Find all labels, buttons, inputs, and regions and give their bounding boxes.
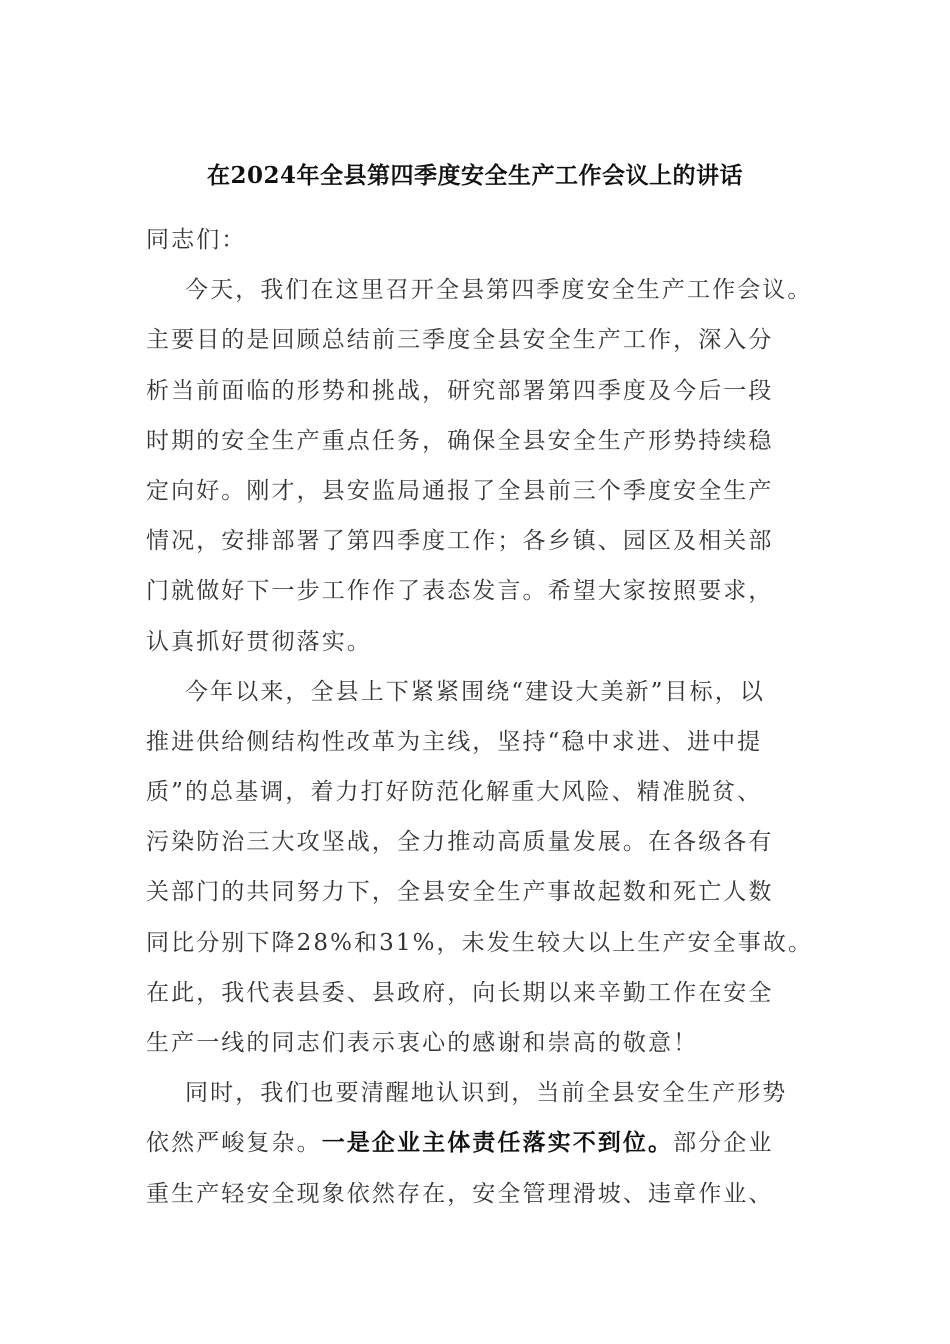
- paragraph-line: 今天，我们在这里召开全县第四季度安全生产工作会议。: [185, 277, 813, 304]
- paragraph-line: 析当前面临的形势和挑战，研究部署第四季度及今后一段: [146, 377, 774, 404]
- paragraph-line: 情况，安排部署了第四季度工作；各乡镇、园区及相关部: [146, 528, 774, 555]
- paragraph-line: 门就做好下一步工作作了表态发言。希望大家按照要求，: [146, 578, 774, 605]
- paragraph-2: [146, 667, 816, 1069]
- paragraph-line: 时期的安全生产重点任务，确保全县安全生产形势持续稳: [146, 427, 774, 454]
- bold-heading-point-one: 一是企业主体责任落实不到位。: [321, 1129, 674, 1157]
- paragraph-text: 依然严峻复杂。: [146, 1130, 322, 1157]
- paragraph-line: 认真抓好贯彻落实。: [146, 628, 372, 655]
- paragraph-line: [146, 1118, 816, 1168]
- paragraph-line: 推进供给侧结构性改革为主线，坚持“稳中求进、进中提: [146, 728, 763, 755]
- paragraph-line: 质”的总基调，着力打好防范化解重大风险、精准脱贫、: [146, 779, 763, 806]
- document-title: 在2024年全县第四季度安全生产工作会议上的讲话: [206, 162, 743, 189]
- paragraph-line: 污染防治三大攻坚战，全力推动高质量发展。在各级各有: [146, 829, 774, 856]
- paragraph-line: 同时，我们也要清醒地认识到，当前全县安全生产形势: [185, 1080, 788, 1107]
- paragraph-3: [146, 1068, 816, 1219]
- paragraph-line: 生产一线的同志们表示衷心的感谢和崇高的敬意！: [146, 1030, 699, 1056]
- paragraph-line: 关部门的共同努力下，全县安全生产事故起数和死亡人数: [146, 879, 774, 906]
- salutation: 同志们：: [146, 227, 247, 253]
- paragraph-line: 同比分别下降28%和31%，未发生较大以上生产安全事故。: [146, 929, 814, 956]
- paragraph-line: 定向好。刚才，县安监局通报了全县前三个季度安全生产: [146, 477, 774, 504]
- paragraph-1: [146, 265, 816, 667]
- paragraph-line: 在此，我代表县委、县政府，向长期以来辛勤工作在安全: [146, 979, 774, 1006]
- paragraph-text: 部分企业: [673, 1130, 774, 1157]
- document-body: [146, 215, 816, 1219]
- paragraph-line: 今年以来，全县上下紧紧围绕“建设大美新”目标，以: [185, 678, 765, 705]
- paragraph-line: 主要目的是回顾总结前三季度全县安全生产工作，深入分: [146, 327, 774, 354]
- paragraph-line: 重生产轻安全现象依然存在，安全管理滑坡、违章作业、: [146, 1180, 774, 1207]
